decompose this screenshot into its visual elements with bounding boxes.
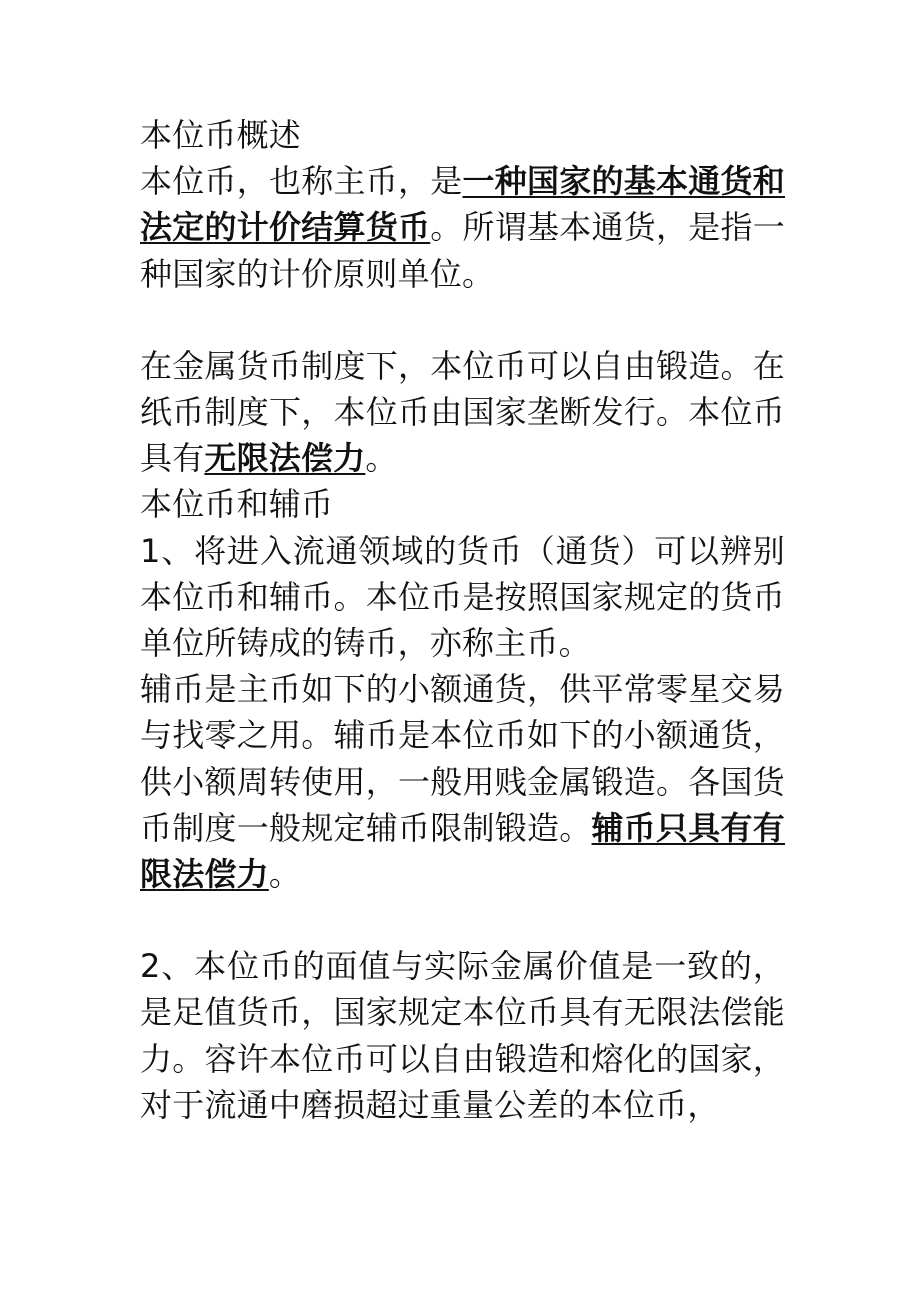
blank-line (140, 297, 785, 343)
paragraph-text: 2、本位币的面值与实际金属价值是一致的，是足值货币，国家规定本位币具有无限法偿能力。容许本位币可以自由锻造和熔化的国家，对于流通中磨损超过重量公差的本位币， (140, 947, 785, 1124)
paragraph-text: 在金属货币制度下，本位币可以自由锻造。在纸币制度下，本位币由国家垄断发行。本位币具有 (140, 346, 785, 478)
paragraph-metal-paper (140, 343, 785, 482)
heading-text: 本位币和辅币 (140, 485, 334, 524)
paragraph-text: 本位币，也称主币，是 (140, 162, 463, 201)
blank-line (140, 897, 785, 943)
paragraph-text: 辅币是主币如下的小额通货，供平常零星交易与找零之用。辅币是本位币如下的小额通货，供小额周转使用，一般用贱金属锻造。各国货币制度一般规定辅币限制锻造。 (140, 670, 785, 847)
paragraph-subsidiary (140, 666, 785, 897)
heading-text: 本位币概述 (140, 116, 302, 154)
emphasis-underlined: 一种国家的基本通货和法定的计价结算货币 (140, 162, 785, 247)
paragraph-text: 1、将进入流通领域的货币（通货）可以辨别本位币和辅币。本位币是按照国家规定的货币单位所铸成的铸币，亦称主币。 (140, 531, 785, 663)
paragraph-point-1 (140, 528, 785, 667)
paragraph-text: 。所谓基本通货，是指一种国家的计价原则单位。 (140, 208, 786, 293)
section-heading-overview (140, 112, 785, 158)
paragraph-text: 。 (365, 439, 398, 478)
section-heading-subsidiary (140, 481, 785, 527)
emphasis-underlined: 辅币只具有有限法偿力 (140, 808, 785, 894)
paragraph-definition (140, 158, 785, 297)
paragraph-point-2 (140, 943, 785, 1128)
paragraph-text: 。 (268, 855, 302, 894)
emphasis-underlined: 无限法偿力 (204, 439, 366, 478)
document-body (140, 112, 785, 1128)
